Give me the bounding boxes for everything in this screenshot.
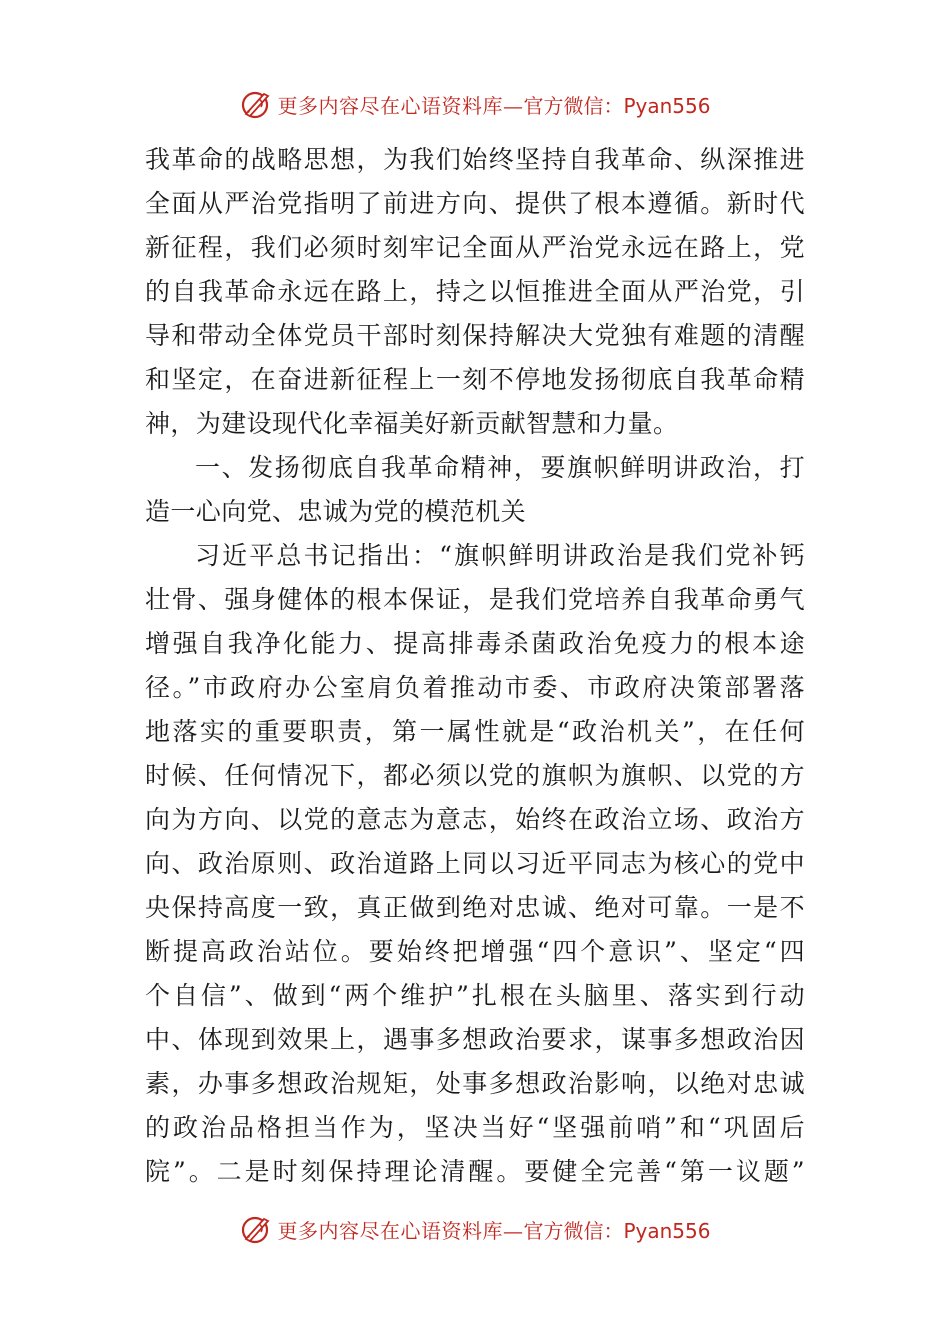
text-line: 壮骨、强身健体的根本保证，是我们党培养自我革命勇气	[145, 585, 805, 614]
text-line: 断提高政治站位。要始终把增强“四个意识”、坚定“四	[145, 937, 805, 966]
text-line: 神，为建设现代化幸福美好新贡献智慧和力量。	[145, 409, 679, 438]
text-line: 导和带动全体党员干部时刻保持解决大党独有难题的清醒	[145, 321, 805, 350]
watermark-site-text: 更多内容尽在心语资料库—	[277, 1218, 524, 1243]
text-line: 全面从严治党指明了前进方向、提供了根本遵循。新时代	[145, 189, 805, 218]
text-line: 增强自我净化能力、提高排毒杀菌政治免疫力的根本途	[145, 629, 805, 658]
pen-logo-icon	[239, 87, 273, 121]
header-watermark	[0, 84, 950, 124]
footer-watermark	[0, 1209, 950, 1249]
text-line: 的政治品格担当作为，坚决当好“坚强前哨”和“巩固后	[145, 1113, 805, 1142]
text-line: 的自我革命永远在路上，持之以恒推进全面从严治党，引	[145, 277, 805, 306]
watermark-contact-text: 官方微信：Pyan556	[523, 1218, 711, 1243]
text-line: 时候、任何情况下，都必须以党的旗帜为旗帜、以党的方	[145, 761, 805, 790]
document-body	[145, 138, 805, 1194]
text-line: 中、体现到效果上，遇事多想政治要求，谋事多想政治因	[145, 1025, 805, 1054]
watermark-contact-text: 官方微信：Pyan556	[523, 93, 711, 118]
text-line: 素，办事多想政治规矩，处事多想政治影响，以绝对忠诚	[145, 1069, 805, 1098]
text-line: 个自信”、做到“两个维护”扎根在头脑里、落实到行动	[145, 981, 805, 1010]
section-heading-line: 一、发扬彻底自我革命精神，要旗帜鲜明讲政治，打	[195, 453, 805, 482]
text-line: 径。”市政府办公室肩负着推动市委、市政府决策部署落	[145, 673, 805, 702]
section-heading-line: 造一心向党、忠诚为党的模范机关	[145, 497, 527, 526]
pen-logo-icon	[239, 1212, 273, 1246]
watermark-site-text: 更多内容尽在心语资料库—	[277, 93, 524, 118]
text-line: 我革命的战略思想，为我们始终坚持自我革命、纵深推进	[145, 145, 805, 174]
text-line: 向、政治原则、政治道路上同以习近平同志为核心的党中	[145, 849, 805, 878]
text-line: 地落实的重要职责，第一属性就是“政治机关”，在任何	[145, 717, 805, 746]
text-line: 央保持高度一致，真正做到绝对忠诚、绝对可靠。一是不	[145, 893, 805, 922]
text-line: 向为方向、以党的意志为意志，始终在政治立场、政治方	[145, 805, 805, 834]
text-line: 院”。二是时刻保持理论清醒。要健全完善“第一议题”	[145, 1157, 805, 1186]
text-line: 和坚定，在奋进新征程上一刻不停地发扬彻底自我革命精	[145, 365, 805, 394]
text-line: 习近平总书记指出：“旗帜鲜明讲政治是我们党补钙	[195, 541, 805, 570]
text-line: 新征程，我们必须时刻牢记全面从严治党永远在路上，党	[145, 233, 805, 262]
